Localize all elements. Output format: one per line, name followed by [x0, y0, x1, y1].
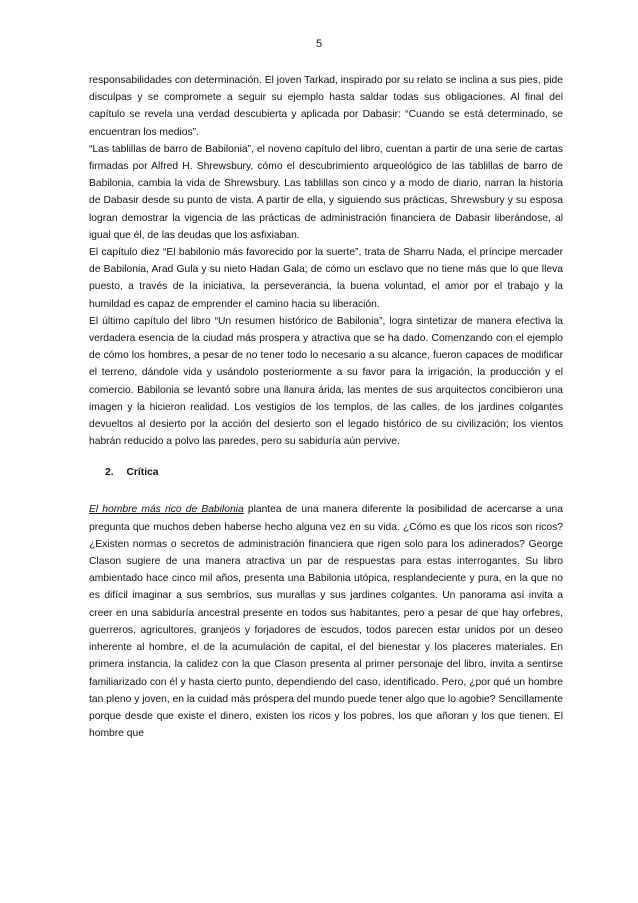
page-number: 5 — [315, 38, 323, 50]
section-title: Crítica — [126, 467, 159, 479]
page-content — [89, 72, 563, 742]
book-title: El hombre más rico de Babilonia — [89, 504, 244, 516]
paragraph-resumen-historico: El último capítulo del libro “Un resumen histórico de Babilonia”, logra sintetizar de manera efectiva la verdadera esencia de la ciudad más prospera y atractiva que se ha dado. Comenzando con el ejemplo de cómo los hombres, a pesar de no tener todo lo necesario a su alcance, fueron capaces de modificar el terreno, dándole vida y usándolo posteriormente a su favor para la irrigación, la producción y el comercio. Babilonia se levantó sobre una llanura árida, las mentes de sus arquitectos concibieron una imagen y la hicieron realidad. Los vestigios de los templos, de las calles, de los jardines colgantes devueltos al desierto por la acción del desierto son el legado histórico de su civilización; los vientos habrán reducido a polvo las paredes, pero su sabiduría aún pervive. — [89, 315, 563, 448]
section-heading-critica — [105, 464, 563, 481]
paragraph-tablillas: “Las tablillas de barro de Babilonia”, el noveno capítulo del libro, cuentan a partir de una serie de cartas firmadas por Alfred H. Shrewsbury, cómo el descubrimiento arqueológico de las tablillas de barro de Babilonia, cambia la vida de Shrewsbury. Las tablillas son cinco y a modo de diario, narran la historia de Dabasir desde su punto de vista. A partir de ella, y siguiendo sus prácticas, Shrewsbury y su esposa logran demostrar la vigencia de las prácticas de administración financiera de Dabasir liberándose, al igual que él, de las deudas que los asfixiaban. — [89, 143, 563, 241]
paragraph-tarkad: responsabilidades con determinación. El joven Tarkad, inspirado por su relato se inclina a sus pies, pide disculpas y se compromete a seguir su ejemplo hasta saldar todas sus obligaciones. Al final del capítulo se revela una verdad descubierta y aplicada por Dabasir: “Cuando se está determinado, se encuentran los medios”. — [89, 75, 563, 138]
paragraph-critica — [89, 501, 563, 742]
section-number: 2. — [105, 467, 114, 479]
paragraph-babilonio-favorecido: El capítulo diez “El babilonio más favorecido por la suerte”, trata de Sharru Nada, el príncipe mercader de Babilonia, Arad Gula y su nieto Hadan Gala; de cómo un esclavo que no tiene más que lo que lleva puesto, a través de la iniciativa, la perseverancia, la buena voluntad, el amor por el trabajo y la humildad es capaz de emprender el camino hacia su liberación. — [89, 247, 563, 310]
critica-text: plantea de una manera diferente la posibilidad de acercarse a una pregunta que muchos deben haberse hecho alguna vez en su vida. ¿Cómo es que los ricos son ricos? ¿Existen normas o secretos de administración financiera que rigen solo para los adinerados? George Clason sugiere de una manera atractiva un par de respuestas para estas interrogantes. Su libro ambientado hace cinco mil años, presenta una Babilonia utópica, resplandeciente y pura, en la que no es difícil imaginar a sus sembríos, sus murallas y sus jardines colgantes. Un panorama así invita a creer en una sabiduría ancestral presente en todos sus habitantes, pero a pesar de que hay orfebres, guerreros, agricultores, granjeos y forjadores de escudos, todos parecen estar unidos por un deseo inherente al hombre, el de la acumulación de capital, el del bienestar y los placeres materiales. En primera instancia, la calidez con la que Clason presenta al primer personaje del libro, invita a sentirse familiarizado con él y hasta cierto punto, dependiendo del caso, identificado. Pero, ¿por qué un hombre tan pleno y joven, en la cuidad más próspera del mundo puede tener algo que lo agobie? Sencillamente porque desde que existe el dinero, existen los ricos y los pobres, los que añoran y los que tienen. El hombre que — [89, 504, 563, 740]
